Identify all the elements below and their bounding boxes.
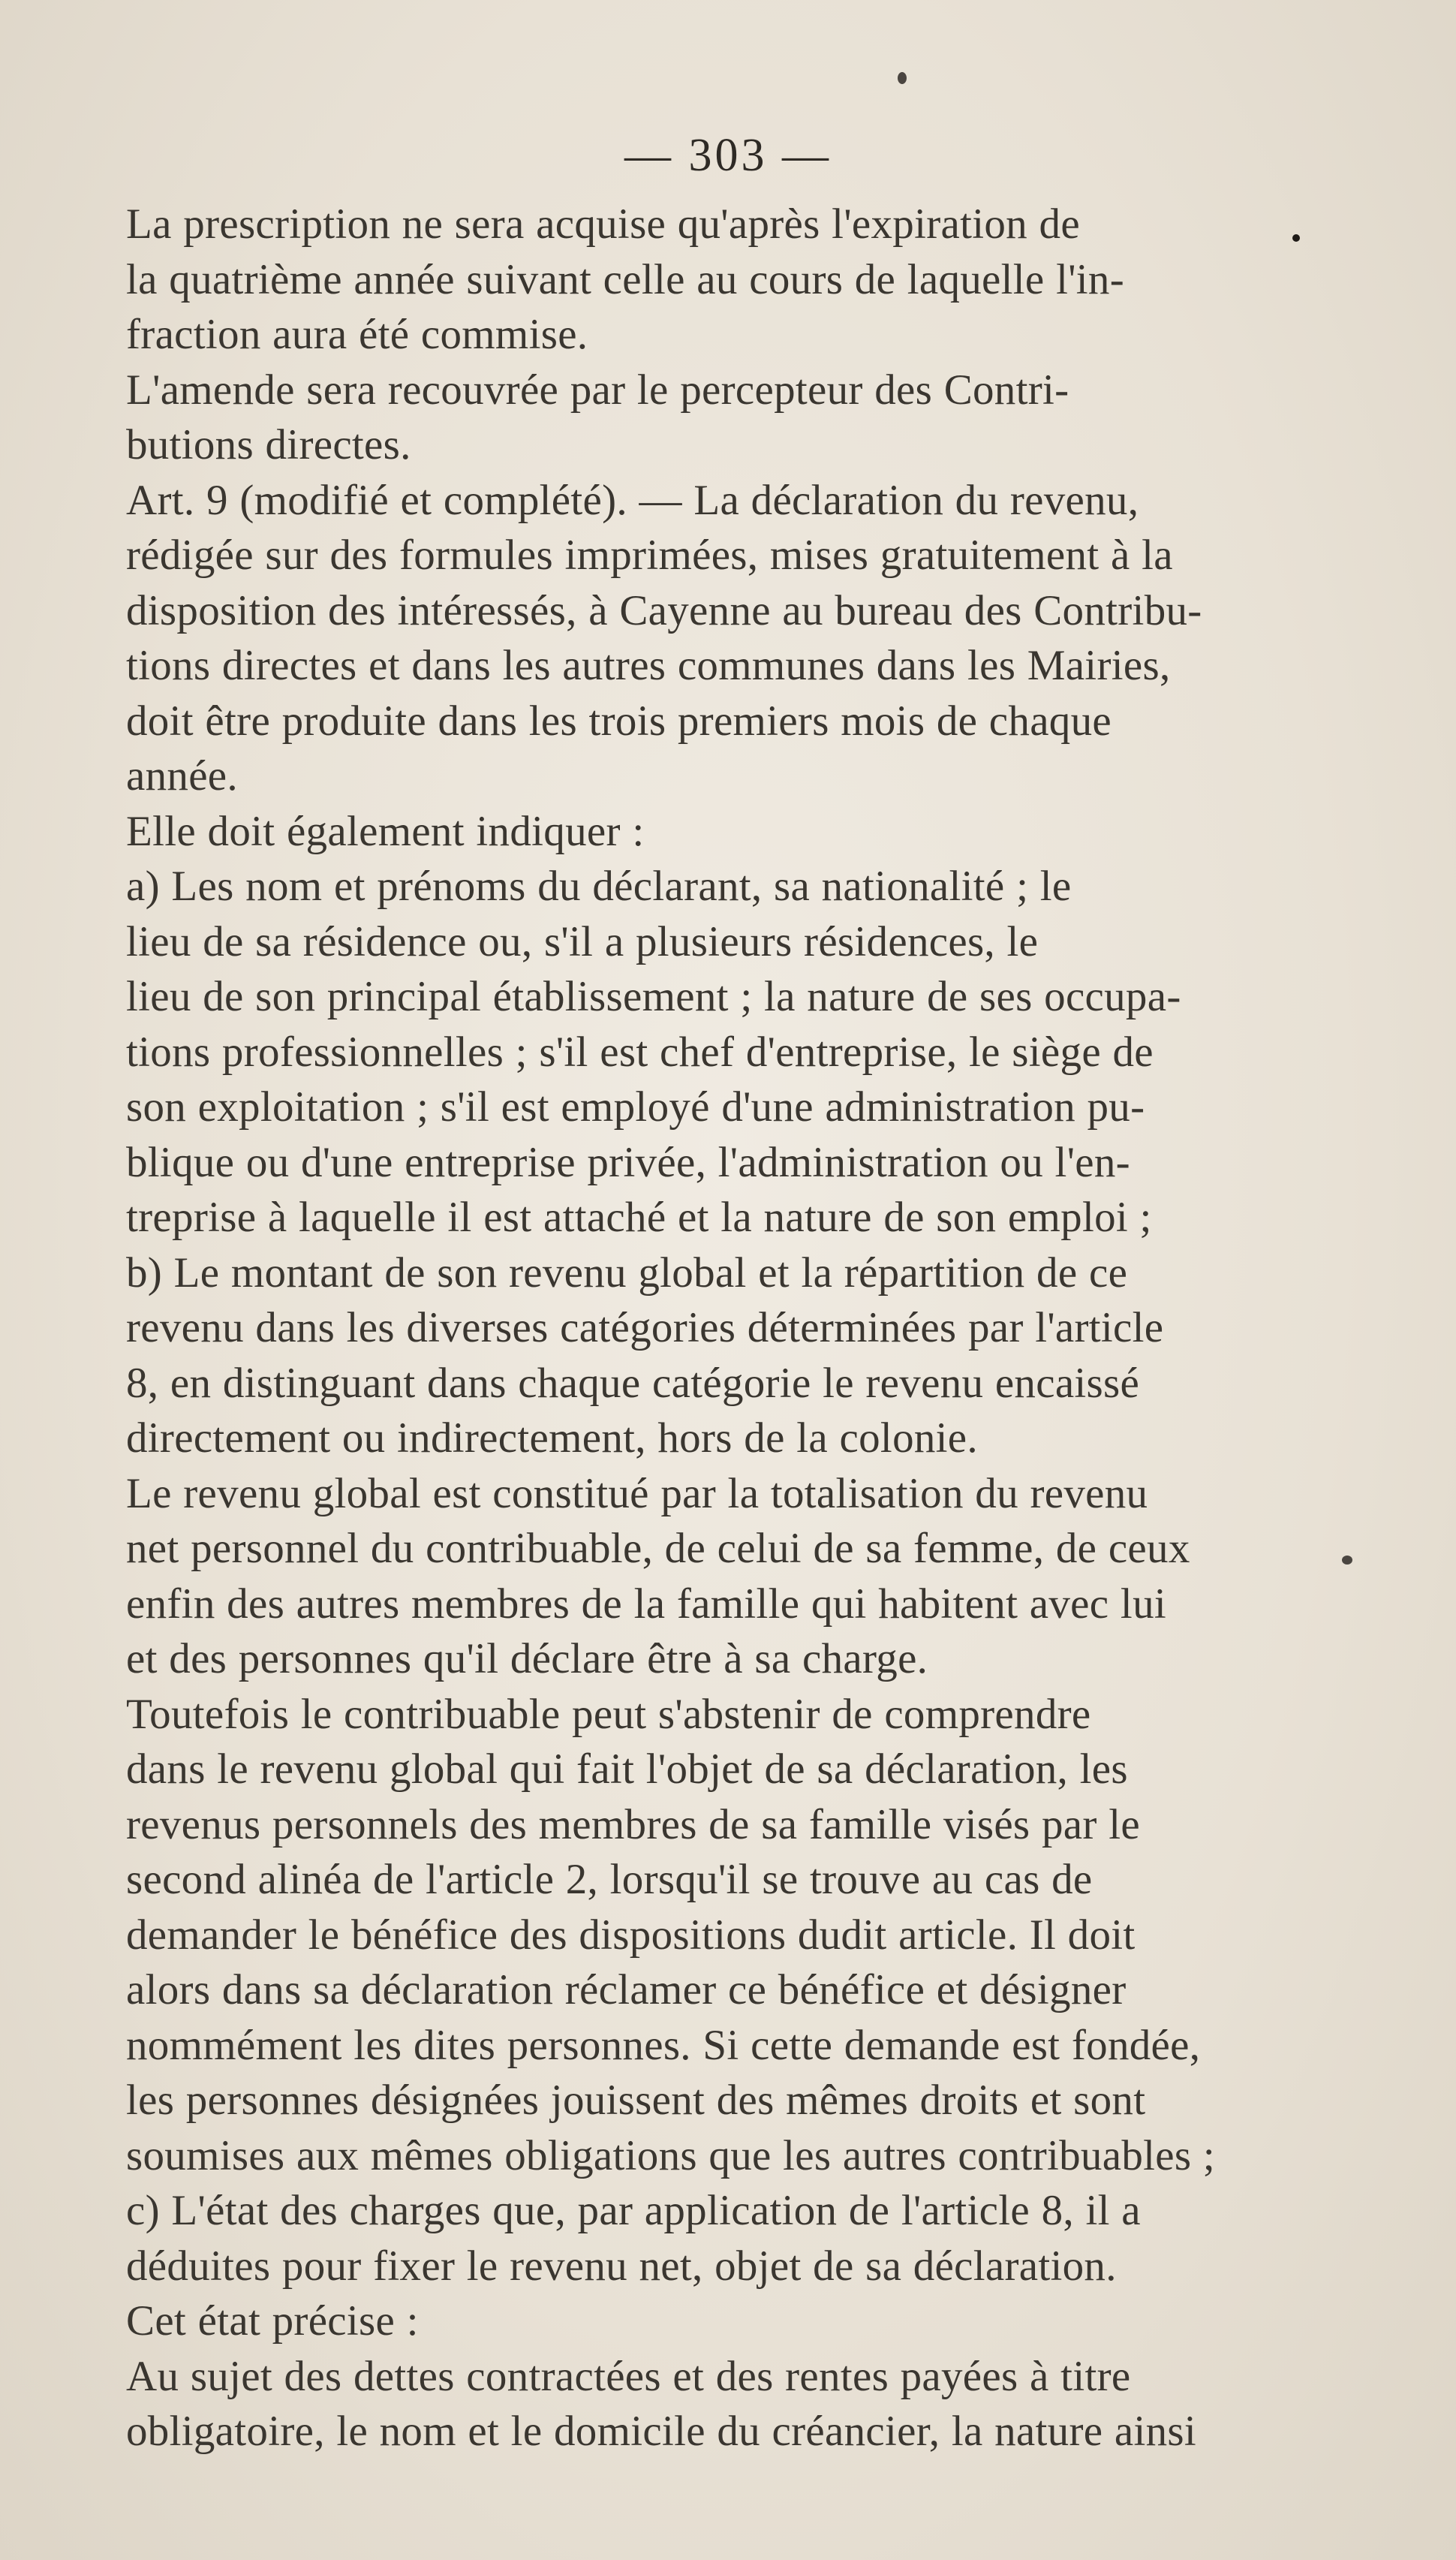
text-line: lieu de sa résidence ou, s'il a plusieurs résidences, le [126,917,1039,965]
paragraph [126,1466,1294,1687]
paragraph [126,197,1294,363]
text-line: Cet état précise : [126,2297,419,2345]
text-line: la quatrième année suivant celle au cours de laquelle l'in- [126,255,1124,303]
text-line: net personnel du contribuable, de celui de sa femme, de ceux [126,1525,1190,1572]
text-line: et des personnes qu'il déclare être à sa charge. [126,1635,928,1682]
paragraph [126,363,1294,473]
text-line: demander le bénéfice des dispositions dudit article. Il doit [126,1911,1136,1959]
text-line: son exploitation ; s'il est employé d'une administration pu- [126,1083,1145,1131]
text-line: Toutefois le contribuable peut s'abstenir de comprendre [126,1690,1091,1738]
paragraph [126,1245,1294,1466]
paragraph [126,2349,1294,2459]
paragraph [126,804,1294,860]
text-line: enfin des autres membres de la famille qui habitent avec lui [126,1580,1167,1628]
text-line: tions directes et dans les autres communes dans les Mairies, [126,642,1171,689]
paragraph [126,859,1294,1245]
text-line: Art. 9 (modifié et complété). — La déclaration du revenu, [126,476,1139,524]
text-line: second alinéa de l'article 2, lorsqu'il se trouve au cas de [126,1856,1093,1903]
text-line: butions directes. [126,421,411,468]
scan-speck [1342,1556,1352,1565]
text-line: Elle doit également indiquer : [126,807,645,855]
text-line: 8, en distinguant dans chaque catégorie le revenu encaissé [126,1359,1140,1407]
scan-speck [1292,234,1300,242]
body-text [126,197,1294,2459]
text-line: Au sujet des dettes contractées et des rentes payées à titre [126,2352,1131,2400]
page-number: — 303 — [624,130,832,181]
text-line: revenu dans les diverses catégories déterminées par l'article [126,1304,1164,1351]
text-line: treprise à laquelle il est attaché et la nature de son emploi ; [126,1194,1152,1241]
text-line: a) Les nom et prénoms du déclarant, sa nationalité ; le [126,863,1072,910]
paragraph [126,2183,1294,2293]
text-line: revenus personnels des membres de sa famille visés par le [126,1800,1140,1848]
paragraph [126,2293,1294,2349]
text-line: fraction aura été commise. [126,311,588,358]
text-line: doit être produite dans les trois premiers mois de chaque [126,697,1112,745]
text-line: nommément les dites personnes. Si cette demande est fondée, [126,2021,1201,2069]
text-line: les personnes désignées jouissent des mêmes droits et sont [126,2077,1146,2124]
text-line: soumises aux mêmes obligations que les autres contribuables ; [126,2131,1216,2179]
text-line: La prescription ne sera acquise qu'après l'expiration de [126,200,1080,248]
text-line: c) L'état des charges que, par application de l'article 8, il a [126,2187,1141,2234]
text-line: année. [126,752,238,800]
text-line: L'amende sera recouvrée par le percepteur des Contri- [126,366,1069,414]
text-line: disposition des intéressés, à Cayenne au bureau des Contribu- [126,586,1202,634]
text-line: déduites pour fixer le revenu net, objet de sa déclaration. [126,2242,1117,2290]
text-line: dans le revenu global qui fait l'objet de sa déclaration, les [126,1745,1128,1793]
text-line: Le revenu global est constitué par la totalisation du revenu [126,1469,1148,1517]
text-line: directement ou indirectement, hors de la colonie. [126,1414,978,1462]
scan-speck [898,72,907,84]
paragraph [126,473,1294,804]
text-line: lieu de son principal établissement ; la nature de ses occupa- [126,973,1181,1020]
text-line: blique ou d'une entreprise privée, l'administration ou l'en- [126,1138,1130,1186]
text-line: obligatoire, le nom et le domicile du créancier, la nature ainsi [126,2408,1197,2455]
paragraph [126,1687,1294,2184]
text-line: rédigée sur des formules imprimées, mises gratuitement à la [126,532,1173,579]
text-line: tions professionnelles ; s'il est chef d'entreprise, le siège de [126,1028,1154,1076]
text-line: b) Le montant de son revenu global et la répartition de ce [126,1248,1128,1297]
text-line: alors dans sa déclaration réclamer ce bénéfice et désigner [126,1966,1127,2013]
